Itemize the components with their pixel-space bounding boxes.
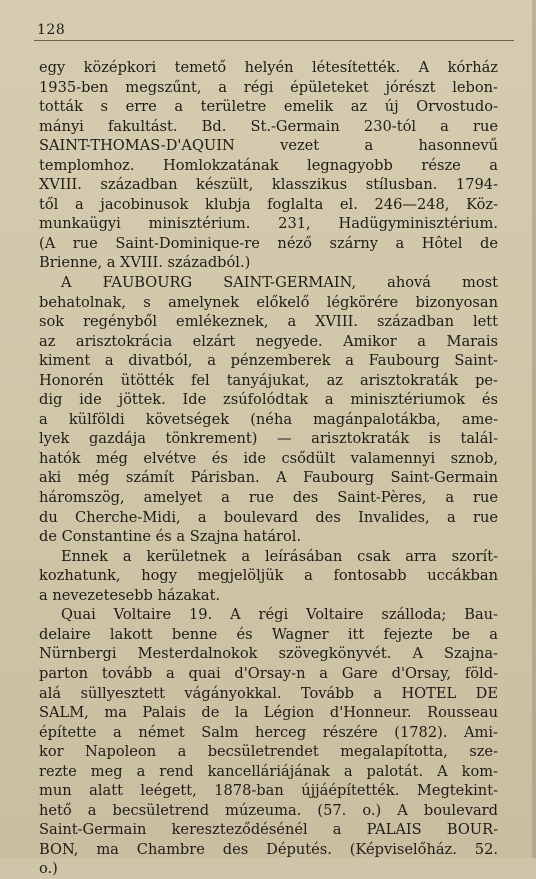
- text-line: Saint-Germain kereszteződésénél a PALAIS BOUR-: [39, 821, 498, 839]
- text-line: munkaügyi minisztérium. 231, Hadügyminisztérium.: [39, 215, 498, 233]
- text-line: kor Napoleon a becsületrendet megalapította, sze-: [39, 743, 498, 761]
- text-line: tották s erre a területre emelik az új Orvostudo-: [39, 98, 498, 116]
- text-line: hatók még elvétve és ide csődült valamennyi sznob,: [39, 449, 498, 467]
- text-line: o.): [39, 860, 58, 878]
- text-line: BON, ma Chambre des Députés. (Képviselőház. 52.: [39, 840, 498, 858]
- body-text: [39, 58, 498, 879]
- paragraph-3: [39, 547, 498, 606]
- paragraph-4: [39, 605, 498, 879]
- text-line: kozhatunk, hogy megjelöljük a fontosabb uccákban: [39, 567, 498, 585]
- text-line: 1935-ben megszűnt, a régi épületeket jórészt lebon-: [39, 78, 498, 96]
- text-line: Honorén ütötték fel tanyájukat, az arisztokraták pe-: [39, 371, 498, 389]
- text-line: től a jacobinusok klubja foglalta el. 246—248, Köz-: [39, 195, 498, 213]
- text-line: Brienne, a XVIII. századból.): [39, 254, 251, 272]
- text-line: dig ide jöttek. Ide zsúfolódtak a minisztériumok és: [39, 391, 498, 409]
- page-number: 128: [37, 22, 66, 38]
- text-line: kiment a divatból, a pénzemberek a Faubourg Saint-: [39, 352, 498, 370]
- text-line: templomhoz. Homlokzatának legnagyobb része a: [39, 156, 498, 174]
- text-line: egy középkori temető helyén létesítették. A kórház: [39, 59, 498, 76]
- text-line: rezte meg a rend kancelláriájának a palotát. A kom-: [39, 762, 498, 780]
- text-line: hető a becsületrend múzeuma. (57. o.) A boulevard: [39, 801, 498, 819]
- text-line: Nürnbergi Mesterdalnokok szövegkönyvét. A Szajna-: [39, 645, 498, 663]
- paragraph-1: [39, 58, 498, 273]
- text-line: az arisztokrácia elzárt negyede. Amikor a Marais: [39, 332, 498, 350]
- text-line: behatolnak, s amelynek előkelő légkörére bizonyosan: [39, 293, 498, 311]
- text-line: mun alatt leégett, 1878-ban újjáépítették. Megtekint-: [39, 782, 498, 800]
- text-line: aki még számít Párisban. A Faubourg Saint-Germain: [39, 469, 498, 487]
- text-line: építette a német Salm herceg részére (1782). Ami-: [39, 723, 498, 741]
- text-line: SAINT-THOMAS-D'AQUIN vezet a hasonnevű: [39, 137, 498, 155]
- text-line: du Cherche-Midi, a boulevard des Invalides, a rue: [39, 508, 498, 526]
- text-line: Quai Voltaire 19. A régi Voltaire szálloda; Bau-: [61, 606, 498, 624]
- text-line: a külföldi követségek (néha magánpalotákba, ame-: [39, 410, 498, 428]
- text-line: a nevezetesebb házakat.: [39, 586, 221, 604]
- page-edge-shadow: [532, 0, 536, 858]
- text-line: háromszög, amelyet a rue des Saint-Pères, a rue: [39, 489, 498, 507]
- text-line: alá süllyesztett vágányokkal. Tovább a HOTEL DE: [39, 684, 498, 702]
- text-line: delaire lakott benne és Wagner itt fejezte be a: [39, 625, 498, 643]
- text-line: de Constantine és a Szajna határol.: [39, 528, 302, 546]
- text-line: Ennek a kerületnek a leírásában csak arra szorít-: [61, 547, 498, 565]
- paragraph-2: [39, 273, 498, 547]
- header-rule: [34, 40, 514, 41]
- text-line: parton tovább a quai d'Orsay-n a Gare d'Orsay, föld-: [39, 664, 498, 682]
- text-line: mányi fakultást. Bd. St.-Germain 230-tól a rue: [39, 117, 498, 135]
- text-line: XVIII. században készült, klasszikus stílusban. 1794-: [39, 176, 498, 194]
- text-line: lyek gazdája tönkrement) — arisztokraták is talál-: [39, 430, 498, 448]
- text-line: A FAUBOURG SAINT-GERMAIN, ahová most: [61, 274, 498, 292]
- text-line: (A rue Saint-Dominique-re néző szárny a Hôtel de: [39, 234, 498, 252]
- text-line: SALM, ma Palais de la Légion d'Honneur. Rousseau: [39, 704, 498, 722]
- text-line: sok regényből emlékeznek, a XVIII. században lett: [39, 313, 498, 331]
